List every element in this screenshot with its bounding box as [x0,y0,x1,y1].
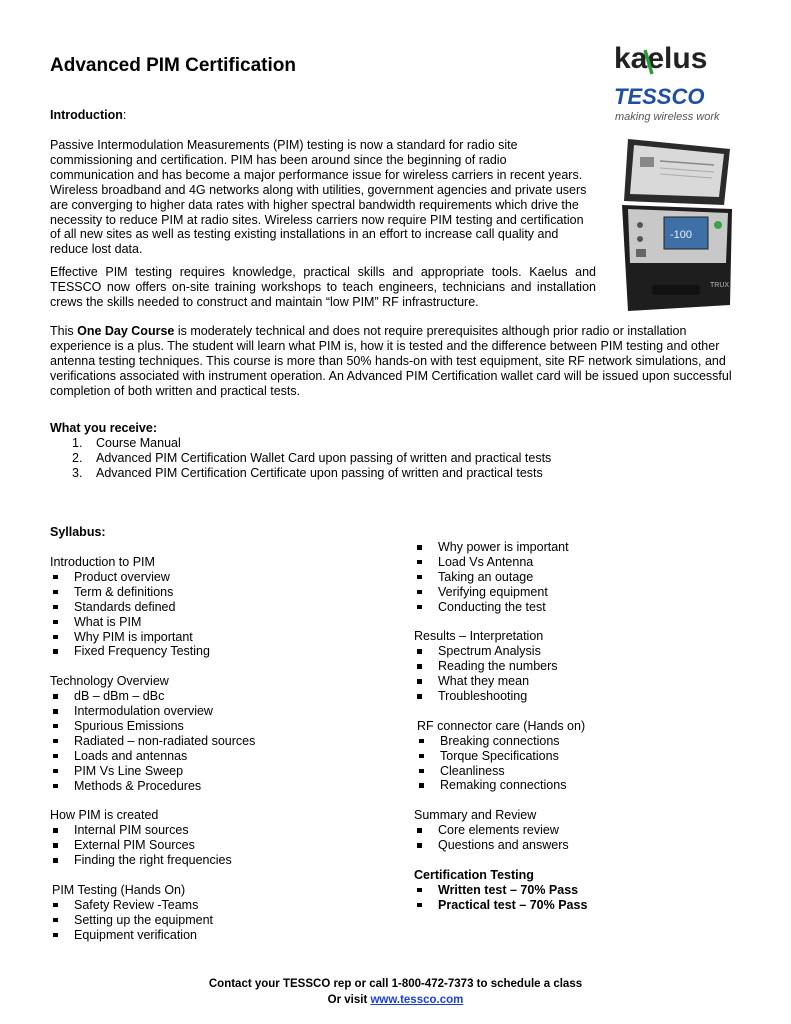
bullet-icon [53,843,58,848]
bullet-icon [417,664,422,669]
list-item: Troubleshooting [414,689,754,704]
bullet-icon [417,649,422,654]
syllabus-list [414,644,754,704]
list-item: Setting up the equipment [50,913,380,928]
training-paragraph: Effective PIM testing requires knowledge, practical skills and appropriate tools. Kaelus and TESSCO now offers on-site training workshops to teach engineers, technicians and installation crews the skills needed to construct and maintain “low PIM” RF infrastructure. [50,265,596,309]
certification-heading: Certification Testing [414,867,534,882]
bullet-icon [53,784,58,789]
tessco-wordmark: TESSCO [614,84,705,109]
list-item: Standards defined [50,600,380,615]
bullet-icon [53,858,58,863]
list-item: External PIM Sources [50,838,380,853]
list-item: Loads and antennas [50,749,380,764]
instrument-brand: TRUX [710,282,730,289]
syllabus-group-title: Summary and Review [414,808,537,823]
receive-item: 3. Advanced PIM Certification Certificate upon passing of written and practical tests [72,465,543,480]
list-item: Questions and answers [414,838,754,853]
receive-item: 1. Course Manual [72,436,181,450]
bullet-icon [53,694,58,699]
list-item: Intermodulation overview [50,704,380,719]
list-item: Load Vs Antenna [414,555,754,570]
instrument-illustration [614,135,738,313]
list-item: What they mean [414,674,754,689]
list-item: Why PIM is important [50,630,380,645]
bullet-icon [417,694,422,699]
syllabus-list [414,540,754,615]
bullet-icon [417,679,422,684]
bullet-icon [53,575,58,580]
syllabus-group-title: Technology Overview [50,674,169,689]
intro-label: Introduction [50,108,123,122]
bullet-icon [417,903,422,908]
syllabus-right-column [414,540,754,913]
course-text-rest: is moderately technical and does not require prerequisites although prior radio or installation experience is a plus. The student will learn what PIM is, how it is tested and the difference between PIM testing and other antenna testing techniques. This course is more than 50% hands-on with test equipment, site RF network simulations, and verifications associated with instrument operation. An Advanced PIM Certification wallet card will be issued upon successful completion of both written and practical tests. [50,324,732,398]
intro-colon: : [122,108,127,122]
list-item: Term & definitions [50,585,380,600]
list-item: Core elements review [414,823,754,838]
bullet-icon [53,903,58,908]
list-item: Conducting the test [414,600,754,615]
syllabus-list [50,570,380,659]
list-item: Breaking connections [416,734,754,749]
bullet-icon [417,888,422,893]
bullet-icon [417,560,422,565]
syllabus-group-title: How PIM is created [50,808,159,823]
list-item: Why power is important [414,540,754,555]
syllabus-heading: Syllabus: [50,525,106,539]
bullet-icon [419,739,424,744]
kaelus-tessco-logo [612,38,747,128]
bullet-icon [417,828,422,833]
list-item: Radiated – non-radiated sources [50,734,380,749]
syllabus-group-title: Introduction to PIM [50,555,155,569]
instrument-screen-text: -100 [670,229,693,241]
bullet-icon [53,590,58,595]
syllabus-group-title: Results – Interpretation [414,629,544,644]
bullet-icon [53,724,58,729]
logo-graphic [612,38,747,128]
footer-contact: Contact your TESSCO rep or call 1-800-472-7373 to schedule a class [208,978,583,990]
bullet-icon [53,620,58,625]
syllabus-group-title: RF connector care (Hands on) [417,718,586,733]
list-item: Cleanliness [416,764,754,779]
list-item: Internal PIM sources [50,823,380,838]
bullet-icon [417,545,422,550]
list-item: Written test – 70% Pass [414,883,754,898]
receive-heading: What you receive: [50,421,157,435]
bullet-icon [419,783,424,788]
list-item: Product overview [50,570,380,585]
list-item: Torque Specifications [416,749,754,764]
list-item: What is PIM [50,615,380,630]
bullet-icon [53,918,58,923]
bullet-icon [53,933,58,938]
list-item: Spectrum Analysis [414,644,754,659]
list-item: Fixed Frequency Testing [50,644,380,659]
syllabus-list [414,823,754,853]
list-item: dB – dBm – dBc [50,689,380,704]
list-item: PIM Vs Line Sweep [50,764,380,779]
course-text-start: This [50,324,78,338]
bullet-icon [53,605,58,610]
pim-test-instrument-image [614,135,738,313]
syllabus-group-title: PIM Testing (Hands On) [52,882,186,897]
receive-list [72,436,551,481]
syllabus-list [50,823,380,868]
bullet-icon [419,754,424,759]
list-item: Taking an outage [414,570,754,585]
bullet-icon [417,605,422,610]
bullet-icon [53,754,58,759]
list-item: Reading the numbers [414,659,754,674]
list-item: Practical test – 70% Pass [414,898,754,913]
list-item: Verifying equipment [414,585,754,600]
certification-list [414,883,754,913]
kaelus-wordmark: kaelus [614,42,708,75]
footer-visit: Or visit www.tessco.com [327,994,464,1006]
bullet-icon [417,575,422,580]
bullet-icon [53,635,58,640]
receive-item: 2. Advanced PIM Certification Wallet Card upon passing of written and practical tests [72,450,552,465]
course-paragraph [50,324,740,399]
syllabus-list [50,898,380,943]
list-item: Remaking connections [416,778,754,793]
tessco-website-link[interactable]: www.tessco.com [370,994,464,1006]
list-item: Methods & Procedures [50,779,380,794]
list-item: Safety Review -Teams [50,898,380,913]
syllabus-left-column [50,555,380,943]
list-item: Spurious Emissions [50,719,380,734]
bullet-icon [419,769,424,774]
course-duration: One Day Course [77,324,175,338]
intro-paragraph: Passive Intermodulation Measurements (PIM) testing is now a standard for radio site commissioning and certification. PIM has been around since the beginning of radio communication and has become a major performance issue for wireless carriers in recent years. Wireless broadband and 4G networks along with utilities, government agencies and private users are converging to higher data rates with higher spectral bandwidth requirements which drive the necessity to reduce PIM at radio sites. Wireless carriers now require PIM testing and certification of all new sites as well as testing existing installations in an effort to increase call quality and reduce lost data. [50,138,587,257]
bullet-icon [417,590,422,595]
syllabus-list [50,689,380,793]
syllabus-list [414,734,754,794]
bullet-icon [53,769,58,774]
tessco-tagline: making wireless work [615,111,720,123]
list-item: Finding the right frequencies [50,853,380,868]
bullet-icon [417,843,422,848]
list-item: Equipment verification [50,928,380,943]
bullet-icon [53,649,58,654]
intro-heading [50,108,126,122]
bullet-icon [53,739,58,744]
bullet-icon [53,709,58,714]
page-title: Advanced PIM Certification [50,55,296,76]
bullet-icon [53,828,58,833]
